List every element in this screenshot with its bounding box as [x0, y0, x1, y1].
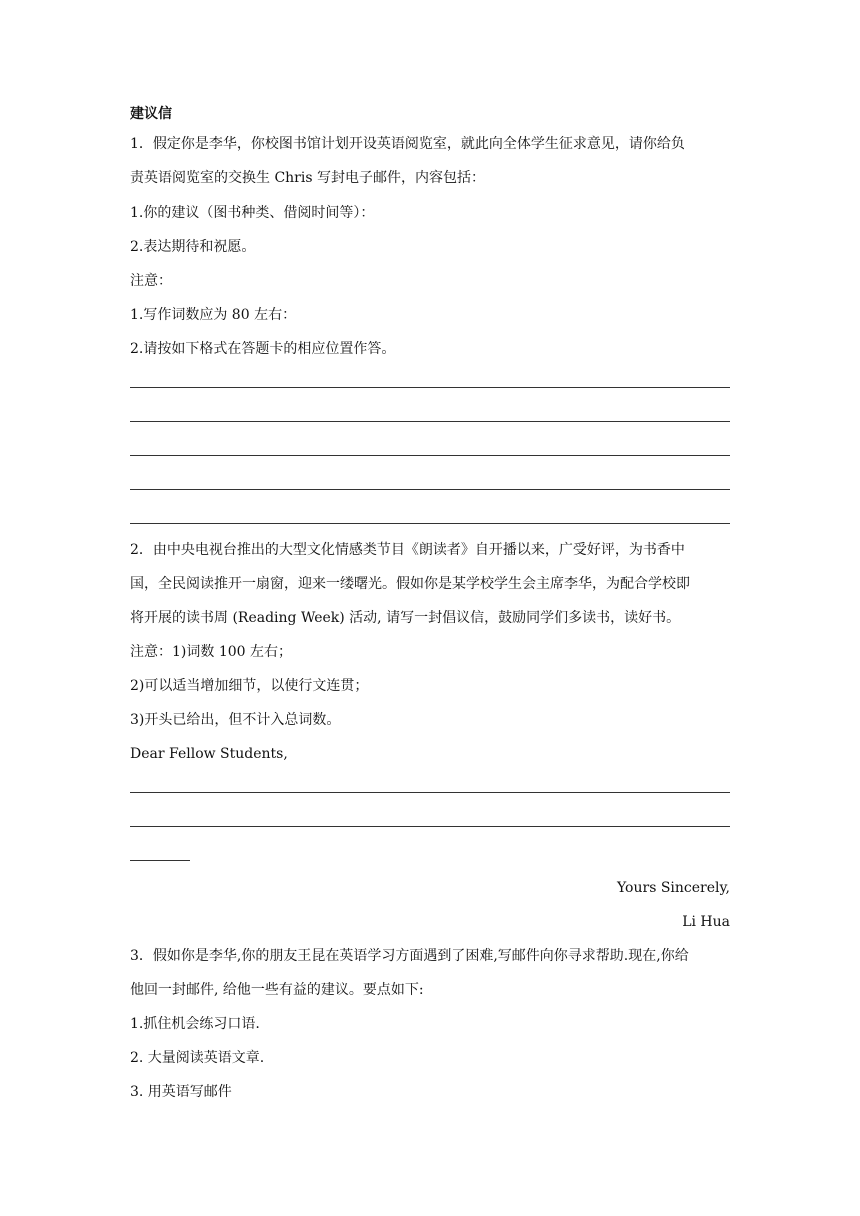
q2-line-1: 2．由中央电视台推出的大型文化情感类节目《朗读者》自开播以来，广受好评，为书香中	[130, 542, 685, 558]
answer-line	[130, 387, 730, 388]
q2-closing: Yours Sincerely,	[617, 880, 730, 896]
q2-greeting: Dear Fellow Students,	[130, 746, 288, 762]
answer-line	[130, 523, 730, 524]
answer-line-short	[130, 860, 190, 861]
answer-line	[130, 826, 730, 827]
answer-line	[130, 421, 730, 422]
q2-line-3: 将开展的读书周 (Reading Week) 活动, 请写一封倡议信，鼓励同学们多读书，读好书。	[130, 610, 681, 626]
answer-line	[130, 489, 730, 490]
q2-note-3: 3)开头已给出，但不计入总词数。	[130, 712, 341, 728]
answer-line	[130, 792, 730, 793]
q1-line-2: 责英语阅览室的交换生 Chris 写封电子邮件，内容包括：	[130, 170, 485, 186]
q1-point-1: 1.你的建议（图书种类、借阅时间等）：	[130, 205, 375, 221]
q2-signature: Li Hua	[682, 914, 730, 930]
q2-note-1: 注意：1)词数 100 左右；	[130, 644, 292, 660]
q3-point-2: 2. 大量阅读英语文章.	[130, 1050, 265, 1066]
q1-line-1: 1．假定你是李华，你校图书馆计划开设英语阅览室，就此向全体学生征求意见，请你给负	[130, 136, 685, 152]
q3-line-2: 他回一封邮件, 给他一些有益的建议。要点如下:	[130, 982, 424, 998]
q2-line-2: 国，全民阅读推开一扇窗，迎来一缕曙光。假如你是某学校学生会主席李华，为配合学校即	[130, 576, 690, 592]
q1-note-2: 2.请按如下格式在答题卡的相应位置作答。	[130, 341, 396, 357]
q1-note-label: 注意：	[130, 273, 172, 289]
q3-line-1: 3．假如你是李华,你的朋友王昆在英语学习方面遇到了困难,写邮件向你寻求帮助.现在,你给	[130, 948, 689, 964]
q2-note-2: 2)可以适当增加细节，以使行文连贯；	[130, 678, 369, 694]
q1-point-2: 2.表达期待和祝愿。	[130, 239, 256, 255]
q3-point-1: 1.抓住机会练习口语.	[130, 1016, 260, 1032]
section-title: 建议信	[130, 106, 172, 122]
answer-line	[130, 455, 730, 456]
q3-point-3: 3. 用英语写邮件	[130, 1084, 232, 1100]
q1-note-1: 1.写作词数应为 80 左右：	[130, 307, 297, 323]
